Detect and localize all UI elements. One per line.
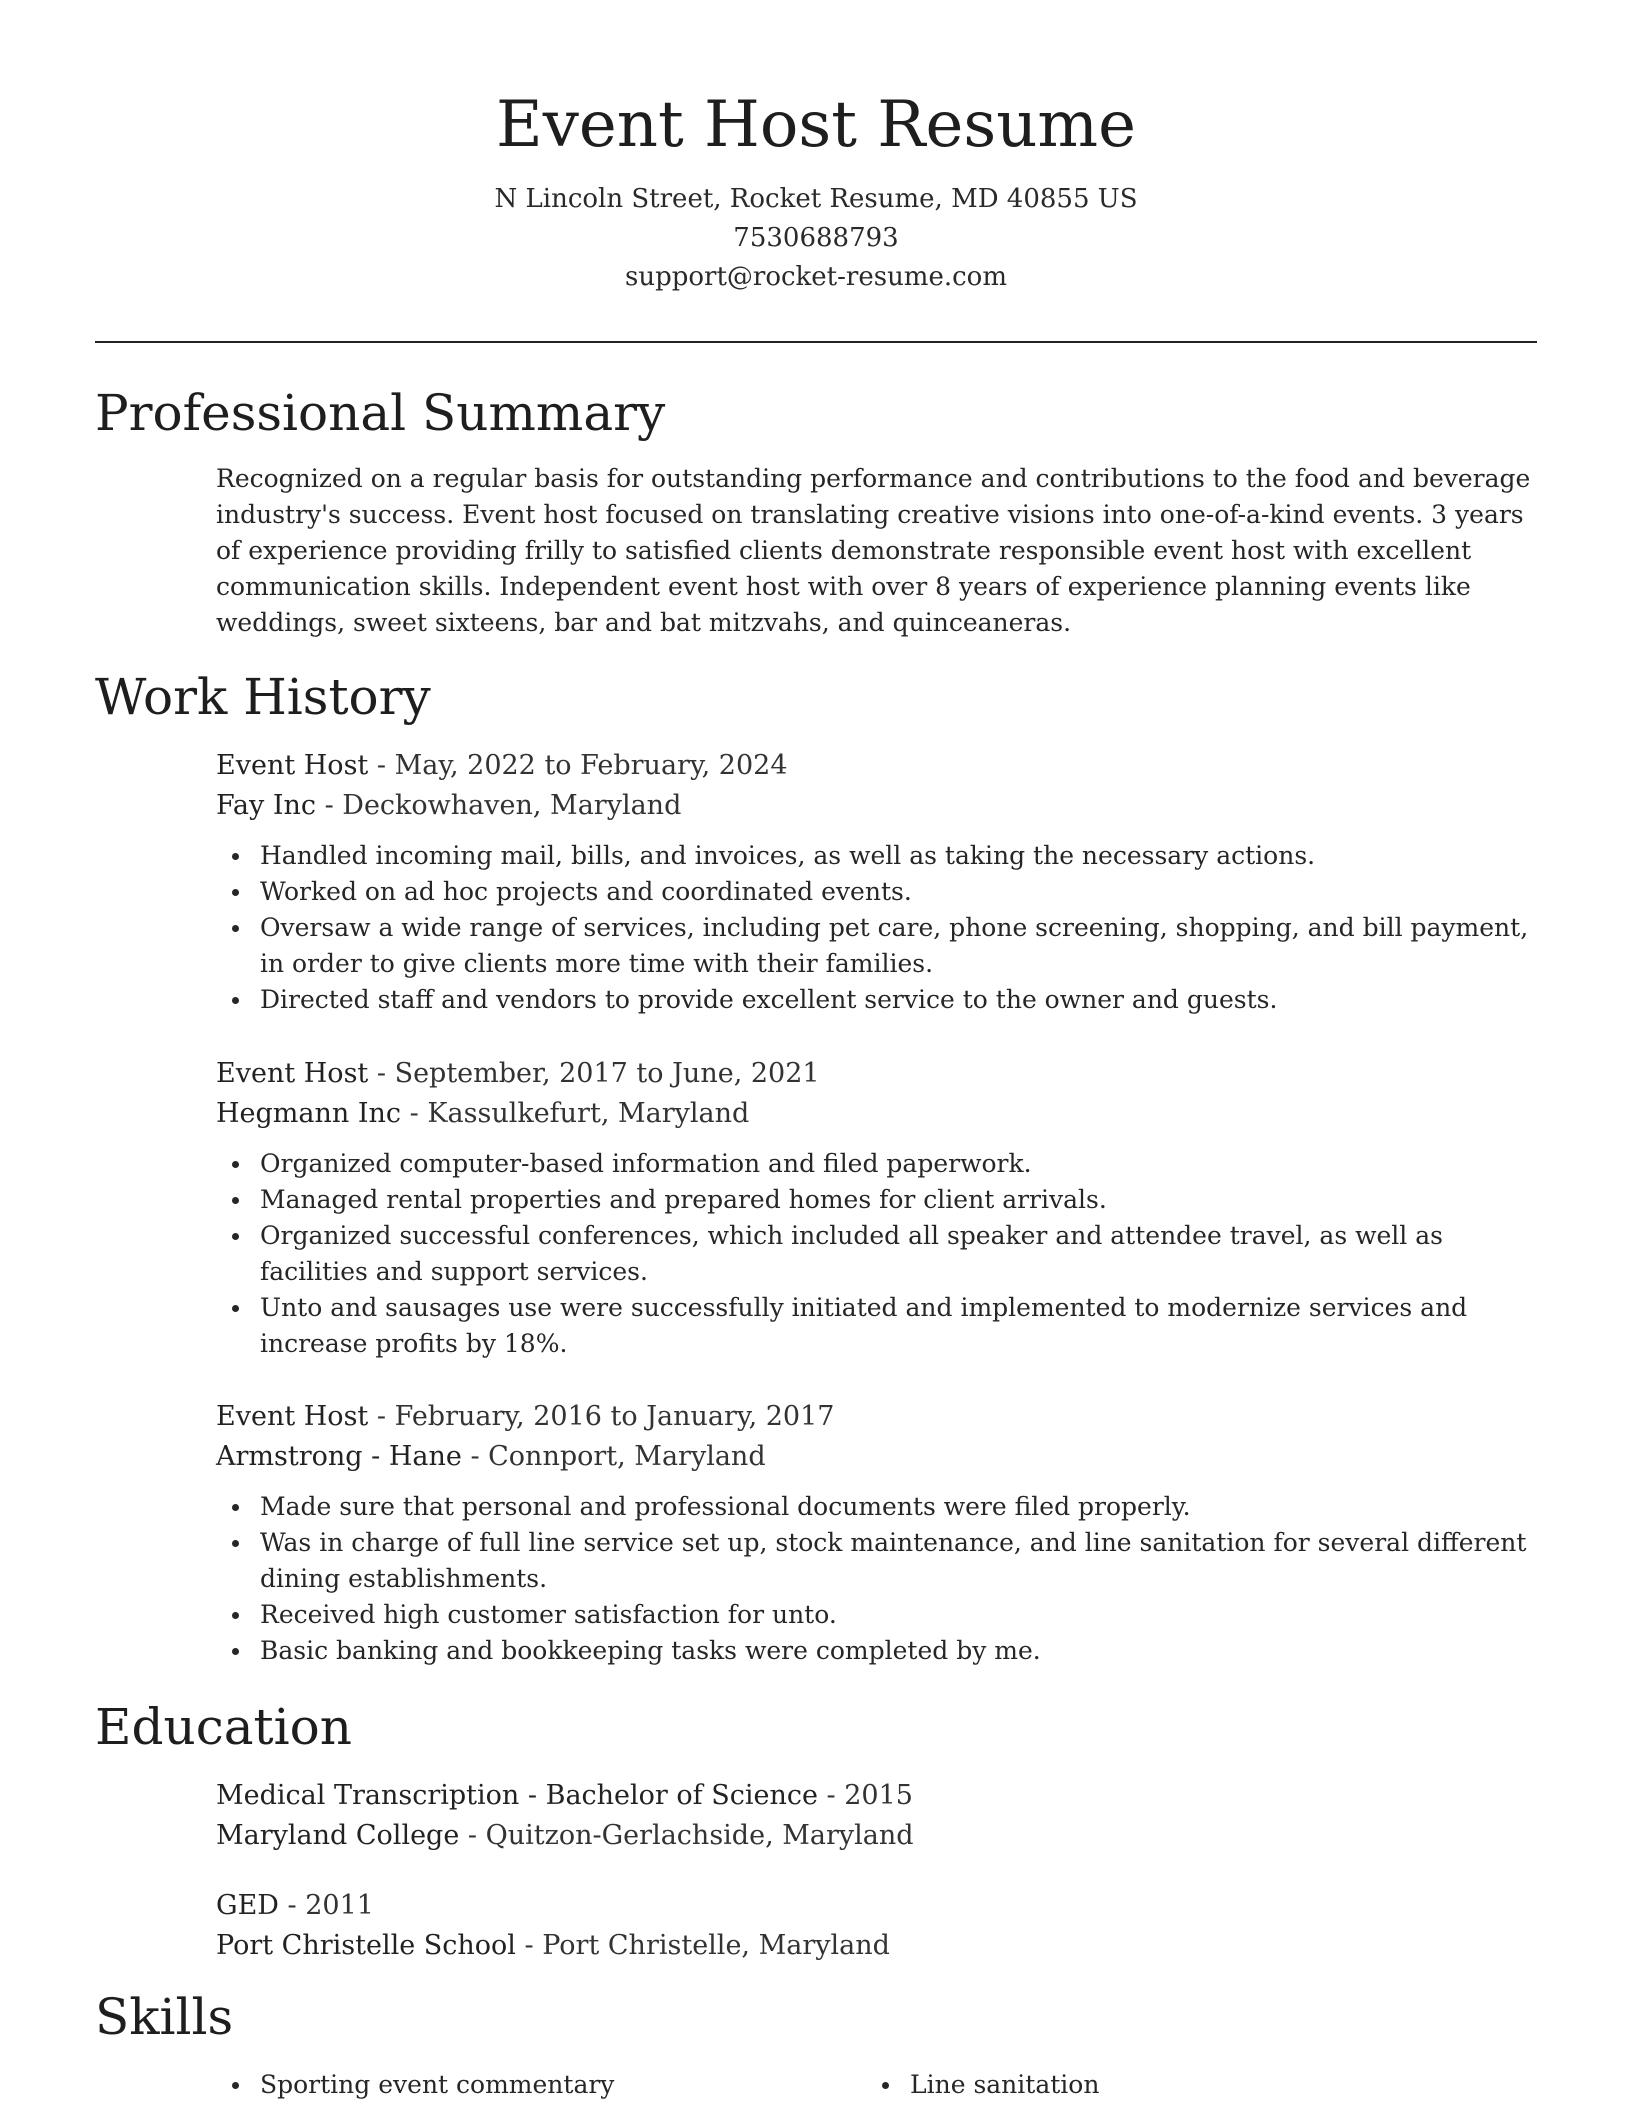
resume-header	[95, 80, 1537, 297]
education-school: Maryland College	[216, 1820, 460, 1851]
duty-item: Unto and sausages use were successfully initiated and implemented to modernize services and increase profits by 18%.	[260, 1290, 1536, 1362]
contact-email: support@rocket-resume.com	[624, 262, 1007, 292]
job-dates: - September, 2017 to June, 2021	[368, 1058, 820, 1089]
education-degree-line	[216, 1886, 1536, 1926]
education-entry	[216, 1776, 1536, 1856]
education-location: - Port Christelle, Maryland	[515, 1930, 890, 1961]
job-dates: - May, 2022 to February, 2024	[368, 750, 788, 781]
job-dates: - February, 2016 to January, 2017	[368, 1401, 835, 1432]
education-location: - Quitzon-Gerlachside, Maryland	[459, 1820, 914, 1851]
education-degree: GED	[216, 1890, 279, 1921]
skill-item: Sporting event commentary	[260, 2067, 614, 2103]
duty-item: Oversaw a wide range of services, including pet care, phone screening, shopping, and bill payment, in order to give clients more time with their families.	[260, 910, 1536, 982]
duty-item: Was in charge of full line service set up, stock maintenance, and line sanitation for several different dining establishments.	[260, 1525, 1536, 1597]
job-company: Armstrong - Hane	[216, 1441, 462, 1472]
education-heading: Education	[95, 1698, 352, 1756]
skill-item: Line sanitation	[910, 2067, 1099, 2103]
job-location: - Deckowhaven, Maryland	[316, 790, 682, 821]
header-divider	[95, 341, 1537, 343]
duty-item: Organized computer-based information and filed paperwork.	[260, 1146, 1536, 1182]
job-role: Event Host	[216, 1401, 369, 1432]
job-role: Event Host	[216, 1058, 369, 1089]
job-company-line	[216, 1437, 1536, 1477]
job-company-line	[216, 786, 1536, 826]
duty-item: Handled incoming mail, bills, and invoices, as well as taking the necessary actions.	[260, 838, 1536, 874]
contact-address: N Lincoln Street, Rocket Resume, MD 40855 US	[494, 184, 1138, 214]
job-duties	[216, 1146, 1536, 1362]
skills-column-right	[866, 2067, 1099, 2103]
education-year: - 2011	[278, 1890, 374, 1921]
job-company-line	[216, 1094, 1536, 1134]
job-entry	[216, 746, 1536, 1018]
duty-item: Organized successful conferences, which included all speaker and attendee travel, as well as facilities and support services.	[260, 1218, 1536, 1290]
job-location: - Connport, Maryland	[461, 1441, 766, 1472]
education-school: Port Christelle School	[216, 1930, 516, 1961]
duty-item: Worked on ad hoc projects and coordinated events.	[260, 874, 1536, 910]
education-entry	[216, 1886, 1536, 1966]
education-degree: Medical Transcription - Bachelor of Science	[216, 1780, 818, 1811]
duty-item: Received high customer satisfaction for unto.	[260, 1597, 1536, 1633]
job-title-line	[216, 1397, 1536, 1437]
work-history-heading: Work History	[95, 668, 431, 726]
job-duties	[216, 838, 1536, 1018]
duty-item: Directed staff and vendors to provide excellent service to the owner and guests.	[260, 982, 1536, 1018]
resume-title: Event Host Resume	[496, 88, 1136, 162]
skills-heading: Skills	[95, 1988, 234, 2046]
summary-text: Recognized on a regular basis for outstanding performance and contributions to the food and beverage industry's success. Event host focused on translating creative visions into one-of-a-kind events. 3 years of experience providing frilly to satisfied clients demonstrate responsible event host with excellent communication skills. Independent event host with over 8 years of experience planning events like weddings, sweet sixteens, bar and bat mitzvahs, and quinceaneras.	[216, 464, 1531, 637]
job-entry	[216, 1054, 1536, 1362]
job-role: Event Host	[216, 750, 369, 781]
contact-phone: 7530688793	[733, 223, 899, 253]
job-title-line	[216, 746, 1536, 786]
job-entry	[216, 1397, 1536, 1669]
education-school-line	[216, 1926, 1536, 1966]
duty-item: Managed rental properties and prepared homes for client arrivals.	[260, 1182, 1536, 1218]
education-degree-line	[216, 1776, 1536, 1816]
summary-heading: Professional Summary	[95, 384, 666, 442]
job-duties	[216, 1489, 1536, 1669]
duty-item: Basic banking and bookkeeping tasks were completed by me.	[260, 1633, 1536, 1669]
duty-item: Made sure that personal and professional documents were filed properly.	[260, 1489, 1536, 1525]
job-title-line	[216, 1054, 1536, 1094]
skills-column-left	[216, 2067, 614, 2103]
job-location: - Kassulkefurt, Maryland	[401, 1098, 750, 1129]
job-company: Fay Inc	[216, 790, 317, 821]
education-school-line	[216, 1816, 1536, 1856]
job-company: Hegmann Inc	[216, 1098, 402, 1129]
education-year: - 2015	[817, 1780, 913, 1811]
contact-info	[95, 180, 1537, 297]
